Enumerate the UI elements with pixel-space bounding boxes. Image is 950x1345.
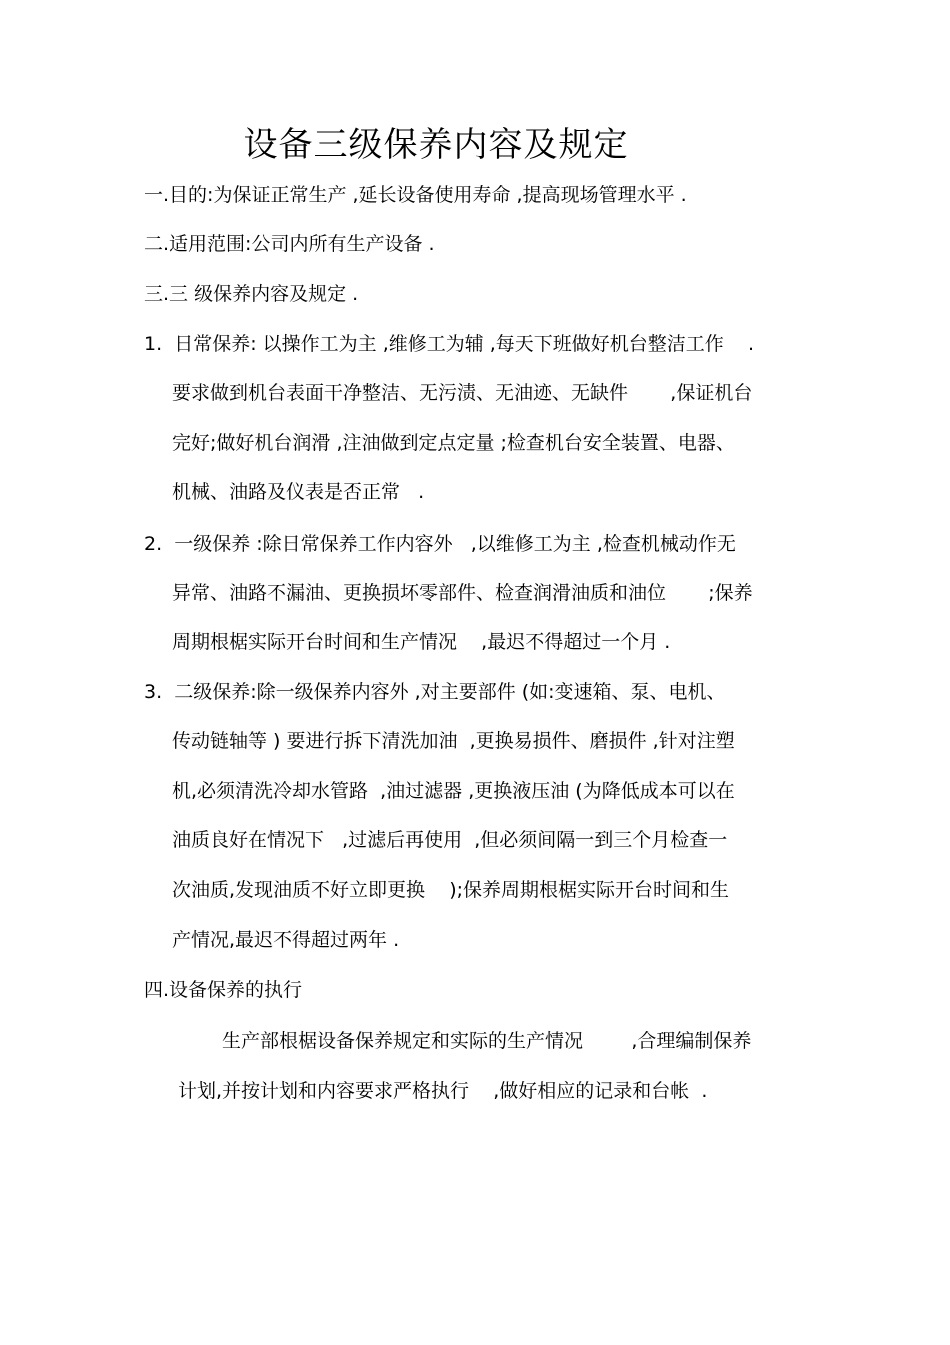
text-line-item1-cont: 完好;做好机台润滑 ,注油做到定点定量 ;检查机台安全装置、电器、 <box>172 432 735 454</box>
text-line-item3-cont: 次油质,发现油质不好立即更换 );保养周期根椐实际开台时间和生 <box>172 879 730 901</box>
text-line-item1-cont: 机械、油路及仪表是否正常 . <box>172 481 425 503</box>
text-line-item3-cont: 产情况,最迟不得超过两年 . <box>172 929 400 951</box>
text-line-item1-cont: 要求做到机台表面干净整洁、无污渍、无油迹、无缺件 ,保证机台 <box>172 382 753 404</box>
text-line-item3-cont: 机,必须清洗冷却水管路 ,油过滤器 ,更换液压油 (为降低成本可以在 <box>172 780 735 802</box>
text-line-item1: 1. 日常保养: 以操作工为主 ,维修工为辅 ,每天下班做好机台整洁工作 . <box>144 333 755 355</box>
text-line-section4-body: 生产部根椐设备保养规定和实际的生产情况 ,合理编制保养 <box>222 1030 752 1052</box>
text-line-item3: 3. 二级保养:除一级保养内容外 ,对主要部件 (如:变速箱、泵、电机、 <box>144 681 726 703</box>
text-line-item2-cont: 异常、油路不漏油、更换损坏零部件、检查润滑油质和油位 ;保养 <box>172 582 753 604</box>
text-line-section4: 四.设备保养的执行 <box>144 979 303 1001</box>
text-line-section3: 三.三 级保养内容及规定 . <box>144 283 359 305</box>
text-line-scope: 二.适用范围:公司内所有生产设备 . <box>144 233 435 255</box>
document-title: 设备三级保养内容及规定 <box>243 125 629 165</box>
text-line-item3-cont: 油质良好在情况下 ,过滤后再使用 ,但必须间隔一到三个月检查一 <box>172 829 728 851</box>
text-line-item2: 2. 一级保养 :除日常保养工作内容外 ,以维修工为主 ,检查机械动作无 <box>144 533 736 555</box>
text-line-section4-body: 计划,并按计划和内容要求严格执行 ,做好相应的记录和台帐 . <box>178 1080 708 1102</box>
text-line-item3-cont: 传动链轴等 ) 要进行拆下清洗加油 ,更换易损件、磨损件 ,针对注塑 <box>172 730 735 752</box>
text-line-item2-cont: 周期根椐实际开台时间和生产情况 ,最迟不得超过一个月 . <box>172 631 671 653</box>
text-line-purpose: 一.目的:为保证正常生产 ,延长设备使用寿命 ,提高现场管理水平 . <box>144 184 687 206</box>
